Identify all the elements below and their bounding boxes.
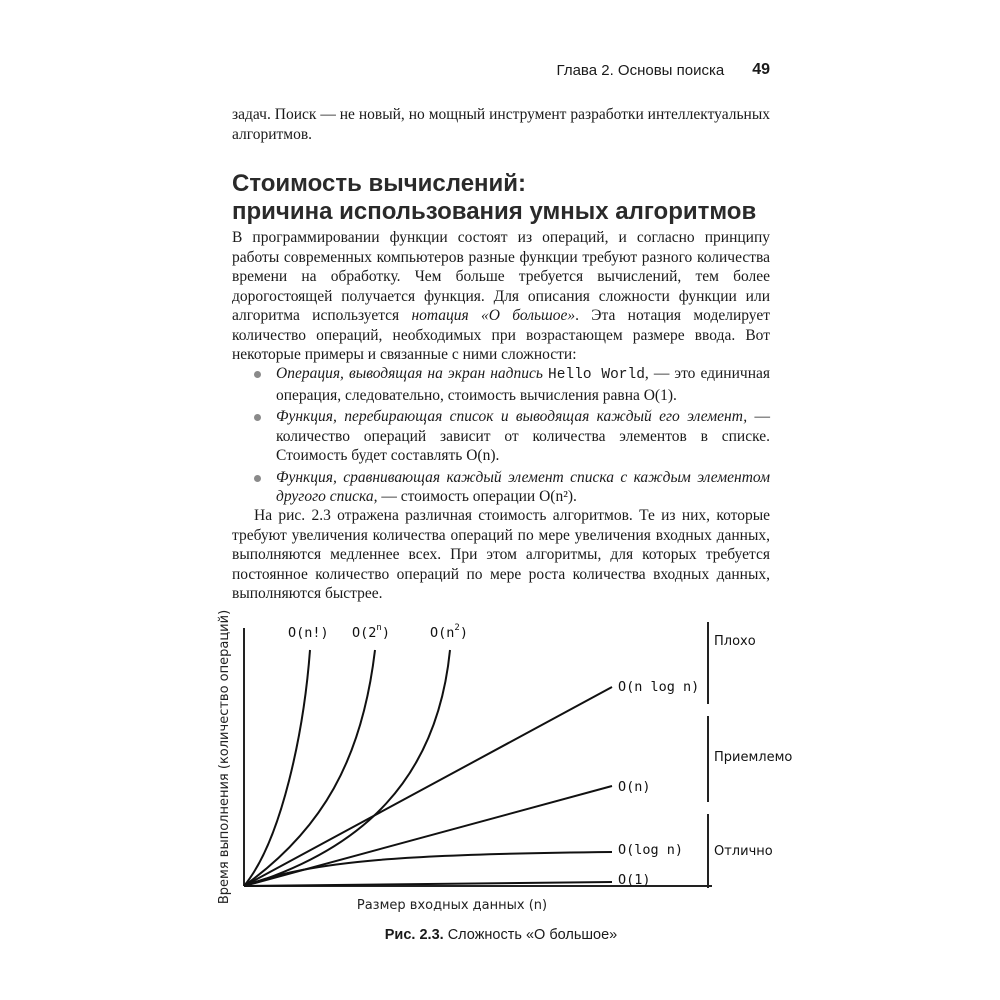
list-item <box>232 468 770 507</box>
series-label-nlogn: O(n log n) <box>618 679 700 695</box>
bullet-dot <box>254 414 261 421</box>
big-o-chart-svg <box>212 610 792 920</box>
series-label-factorial: O(n!) <box>288 625 329 641</box>
big-o-chart <box>212 610 792 920</box>
list-item-rest: , — это единичная операция, следовательно, стоимость вычисления равна O(1). <box>276 365 770 404</box>
caption-text: Сложность «О большое» <box>447 927 618 943</box>
page-number: 49 <box>752 61 770 78</box>
series-label-quadratic: $O(n^2)$ <box>430 623 468 641</box>
list-item-italic: Функция, перебирающая список и выводящая каждый его элемент, <box>276 408 748 425</box>
y-axis-label: Время выполнения (количество операций) <box>217 610 232 905</box>
caption-label: Рис. 2.3. <box>384 927 444 943</box>
band-label-excellent: Отлично <box>714 844 773 859</box>
series-label-linear: O(n) <box>618 779 651 795</box>
series-label-constant: O(1) <box>618 872 651 888</box>
x-axis-label: Размер входных данных (n) <box>356 898 548 913</box>
band-label-bad: Плохо <box>714 634 756 649</box>
series-label-exponential: O(2$^n$) <box>352 623 390 641</box>
heading-line-1: Стоимость вычислений: <box>232 170 527 197</box>
series-line-factorial <box>244 650 310 886</box>
main-paragraph <box>232 228 770 365</box>
main-paragraph-text-after: . Эта нотация моделирует количество операций, необходимых при возрастающем размере ввода. Вот некоторые примеры и связанные с ними сложности: <box>232 307 770 363</box>
after-paragraph: На рис. 2.3 отражена различная стоимость алгоритмов. Те из них, которые требуют увеличения количества операций по мере увеличения входных данных, выполняются медленнее всех. При этом алгоритмы, для которых требуется постоянное количество операций по мере роста количества входных данных, выполняются быстрее. <box>232 507 770 602</box>
band-label-acceptable: Приемлемо <box>714 750 792 765</box>
intro-paragraph: задач. Поиск — не новый, но мощный инструмент разработки интеллектуальных алгоритмов. <box>232 106 770 143</box>
heading-line-2: причина использования умных алгоритмов <box>232 198 757 225</box>
list-item-italic: Операция, выводящая на экран надпись <box>276 365 543 382</box>
code-snippet: Hello World <box>548 367 645 383</box>
main-paragraph-text-before: В программировании функции состоят из операций, и согласно принципу работы современных компьютеров разные функции требуют разного количества времени на обработку. Чем больше требуется вычислений, тем более дорогостоящей получается функция. Для описания сложности функции или алгоритма используется <box>232 229 770 324</box>
section-heading <box>232 170 772 226</box>
list-item-rest: — количество операций зависит от количества элементов в списке. Стоимость будет составлять O(n). <box>276 408 770 464</box>
figure-caption <box>232 927 770 943</box>
page-header <box>232 58 770 82</box>
list-item-rest: — стоимость операции O(n²). <box>377 488 577 505</box>
list-item-italic: Функция, сравнивающая каждый элемент списка с каждым элементом другого списка, <box>276 468 770 505</box>
series-label-log: O(log n) <box>618 842 684 858</box>
chapter-title: Глава 2. Основы поиска <box>556 61 725 79</box>
big-o-notation-emphasis: нотация «О большое» <box>411 307 576 324</box>
bullet-dot <box>254 475 261 482</box>
list-item <box>232 407 770 466</box>
list-item <box>232 364 770 405</box>
series-line-quadratic <box>244 650 450 886</box>
bullet-dot <box>254 371 261 378</box>
complexity-examples-list <box>232 364 770 509</box>
